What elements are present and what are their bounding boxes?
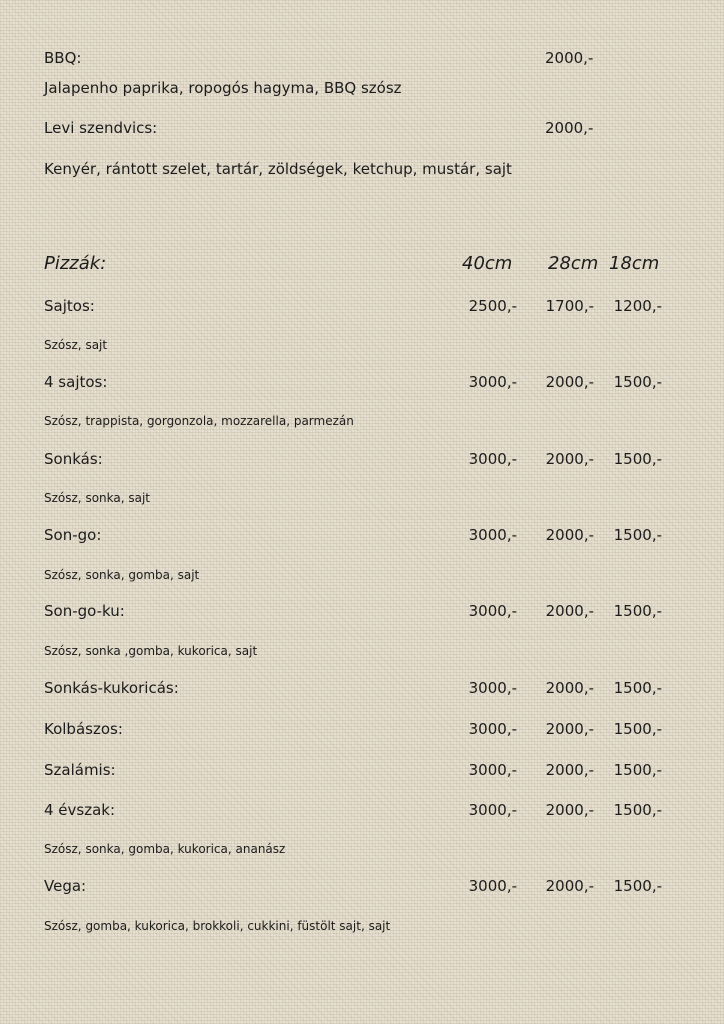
pizza-price-40: 3000,- <box>468 450 517 468</box>
pizza-name: Vega: <box>44 877 87 895</box>
pizza-desc: Szósz, sonka, gomba, sajt <box>44 568 200 582</box>
pizza-desc: Szósz, sajt <box>44 338 108 352</box>
pizza-desc: Szósz, gomba, kukorica, brokkoli, cukkini, füstölt sajt, sajt <box>44 919 391 933</box>
pizza-price-28: 2000,- <box>545 761 594 779</box>
column-header-18cm: 18cm <box>609 253 660 274</box>
pizza-price-40: 3000,- <box>468 373 517 391</box>
menu-item-desc-levi: Kenyér, rántott szelet, tartár, zöldségek, ketchup, mustár, sajt <box>44 160 512 178</box>
pizza-price-18: 1500,- <box>613 679 662 697</box>
pizza-price-28: 2000,- <box>545 801 594 819</box>
pizza-price-40: 3000,- <box>468 679 517 697</box>
pizza-name: 4 sajtos: <box>44 373 108 391</box>
pizza-desc: Szósz, sonka, gomba, kukorica, ananász <box>44 842 286 856</box>
menu-item-name-bbq: BBQ: <box>44 49 82 67</box>
pizza-price-40: 3000,- <box>468 720 517 738</box>
section-title-pizza: Pizzák: <box>44 253 107 274</box>
pizza-desc: Szósz, sonka ,gomba, kukorica, sajt <box>44 644 258 658</box>
menu-item-price-levi: 2000,- <box>545 119 594 137</box>
pizza-price-40: 3000,- <box>468 801 517 819</box>
column-header-28cm: 28cm <box>548 253 599 274</box>
pizza-price-28: 2000,- <box>545 526 594 544</box>
pizza-price-18: 1500,- <box>613 526 662 544</box>
menu-item-name-levi: Levi szendvics: <box>44 119 158 137</box>
pizza-price-18: 1500,- <box>613 373 662 391</box>
pizza-price-40: 2500,- <box>468 297 517 315</box>
menu-item-desc-bbq: Jalapenho paprika, ropogós hagyma, BBQ szósz <box>44 79 402 97</box>
pizza-desc: Szósz, sonka, sajt <box>44 491 151 505</box>
pizza-price-18: 1500,- <box>613 602 662 620</box>
pizza-price-40: 3000,- <box>468 602 517 620</box>
column-header-40cm: 40cm <box>462 253 513 274</box>
pizza-name: Szalámis: <box>44 761 116 779</box>
pizza-name: Sonkás-kukoricás: <box>44 679 179 697</box>
pizza-price-40: 3000,- <box>468 877 517 895</box>
pizza-price-18: 1500,- <box>613 801 662 819</box>
pizza-name: Sonkás: <box>44 450 103 468</box>
pizza-price-28: 1700,- <box>545 297 594 315</box>
pizza-price-28: 2000,- <box>545 373 594 391</box>
pizza-price-40: 3000,- <box>468 526 517 544</box>
pizza-desc: Szósz, trappista, gorgonzola, mozzarella, parmezán <box>44 414 354 428</box>
pizza-name: Son-go: <box>44 526 102 544</box>
pizza-price-18: 1500,- <box>613 761 662 779</box>
pizza-price-18: 1500,- <box>613 877 662 895</box>
pizza-price-40: 3000,- <box>468 761 517 779</box>
menu-item-price-bbq: 2000,- <box>545 49 594 67</box>
pizza-price-28: 2000,- <box>545 877 594 895</box>
pizza-price-18: 1200,- <box>613 297 662 315</box>
pizza-name: Son-go-ku: <box>44 602 125 620</box>
pizza-price-28: 2000,- <box>545 720 594 738</box>
pizza-price-18: 1500,- <box>613 720 662 738</box>
pizza-name: 4 évszak: <box>44 801 116 819</box>
pizza-price-18: 1500,- <box>613 450 662 468</box>
pizza-price-28: 2000,- <box>545 679 594 697</box>
pizza-name: Kolbászos: <box>44 720 123 738</box>
pizza-price-28: 2000,- <box>545 450 594 468</box>
pizza-price-28: 2000,- <box>545 602 594 620</box>
pizza-name: Sajtos: <box>44 297 95 315</box>
